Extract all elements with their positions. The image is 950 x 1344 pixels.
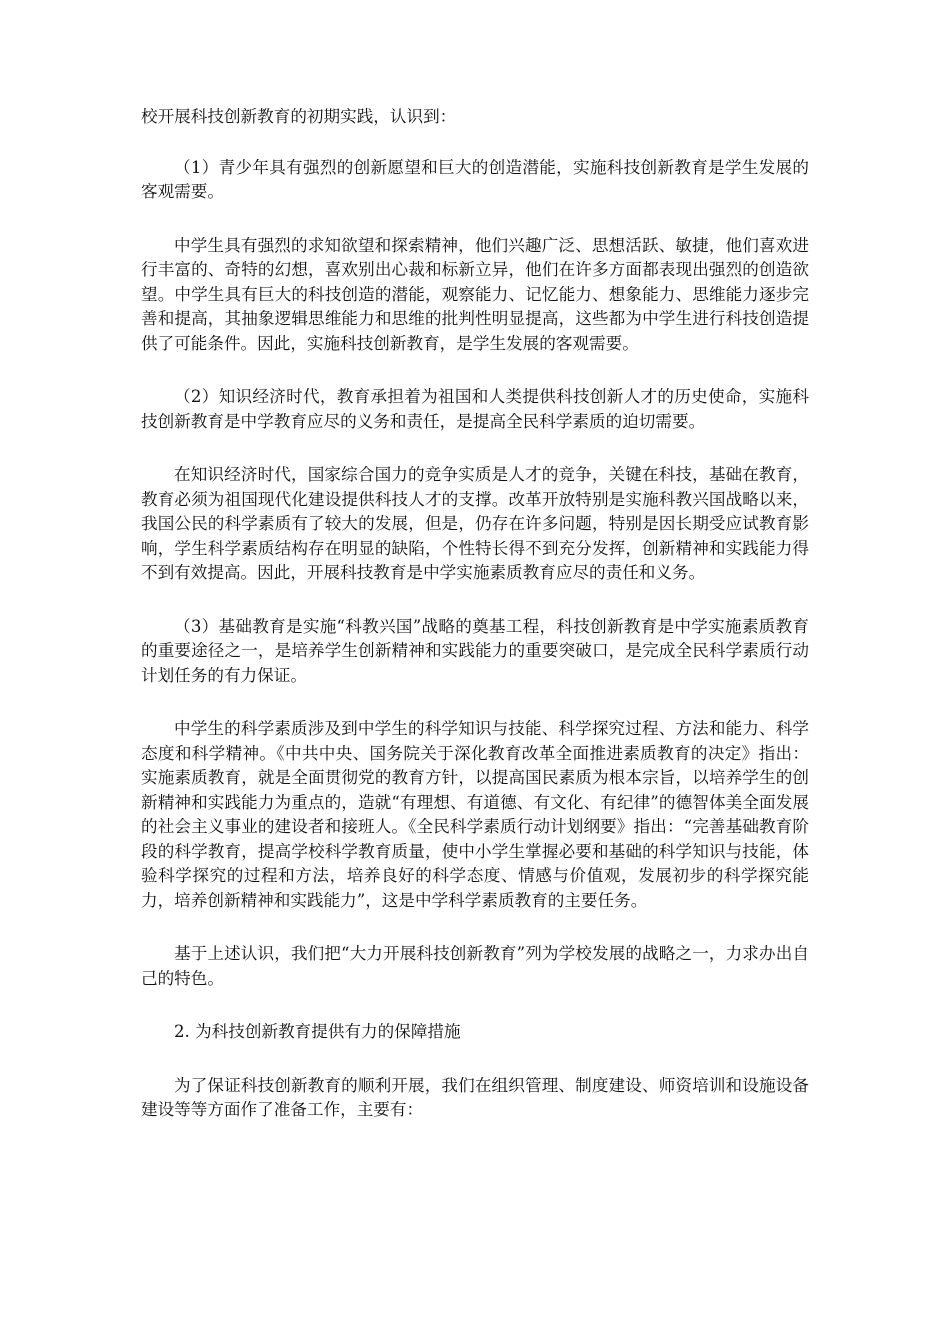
point-1-body: 中学生具有强烈的求知欲望和探索精神，他们兴趣广泛、思想活跃、敏捷，他们喜欢进行丰富的、奇特的幻想，喜欢别出心裁和标新立异，他们在许多方面都表现出强烈的创造欲望。中学生具有巨大的科技创造的潜能，观察能力、记忆能力、想象能力、思维能力逐步完善和提高，其抽象逻辑思维能力和思维的批判性明显提高，这些都为中学生进行科技创造提供了可能条件。因此，实施科技创新教育，是学生发展的客观需要。 bbox=[141, 235, 809, 353]
point-3-heading: （3）基础教育是实施“科教兴国”战略的奠基工程，科技创新教育是中学实施素质教育的重要途径之一，是培养学生创新精神和实践能力的重要突破口，是完成全民科学素质行动计划任务的有力保证。 bbox=[141, 616, 809, 685]
conclusion-paragraph: 基于上述认识，我们把“大力开展科技创新教育”列为学校发展的战略之一，力求办出自己的特色。 bbox=[141, 944, 809, 988]
point-1-heading: （1）青少年具有强烈的创新愿望和巨大的创造潜能，实施科技创新教育是学生发展的客观需要。 bbox=[141, 157, 809, 201]
section-heading-2: 2. 为科技创新教育提供有力的保障措施 bbox=[174, 1022, 461, 1041]
point-3-body: 中学生的科学素质涉及到中学生的科学知识与技能、科学探究过程、方法和能力、科学态度和科学精神。《中共中央、国务院关于深化教育改革全面推进素质教育的决定》指出：实施素质教育，就是全面贯彻党的教育方针，以提高国民素质为根本宗旨，以培养学生的创新精神和实践能力为重点的，造就“有理想、有道德、有文化、有纪律”的德智体美全面发展的社会主义事业的建设者和接班人。《全民科学素质行动计划纲要》指出：“完善基础教育阶段的科学教育，提高学校科学教育质量，使中小学生掌握必要和基础的科学知识与技能，体验科学探究的过程和方法，培养良好的科学态度、情感与价值观，发展初步的科学探究能力，培养创新精神和实践能力”，这是中学科学素质教育的主要任务。 bbox=[141, 719, 809, 910]
paragraph-intro: 校开展科技创新教育的初期实践，认识到： bbox=[141, 107, 457, 126]
document-body bbox=[141, 105, 809, 1123]
point-2-heading: （2）知识经济时代，教育承担着为祖国和人类提供科技创新人才的历史使命，实施科技创新教育是中学教育应尽的义务和责任，是提高全民科学素质的迫切需要。 bbox=[141, 387, 809, 431]
point-2-body: 在知识经济时代，国家综合国力的竞争实质是人才的竞争，关键在科技，基础在教育，教育必须为祖国现代化建设提供科技人才的支撑。改革开放特别是实施科教兴国战略以来，我国公民的科学素质有了较大的发展，但是，仍存在许多问题，特别是因长期受应试教育影响，学生科学素质结构存在明显的缺陷，个性特长得不到充分发挥，创新精神和实践能力得不到有效提高。因此，开展科技教育是中学实施素质教育应尽的责任和义务。 bbox=[141, 465, 809, 582]
section-2-intro: 为了保证科技创新教育的顺利开展，我们在组织管理、制度建设、师资培训和设施设备建设等等方面作了准备工作，主要有： bbox=[141, 1075, 809, 1119]
